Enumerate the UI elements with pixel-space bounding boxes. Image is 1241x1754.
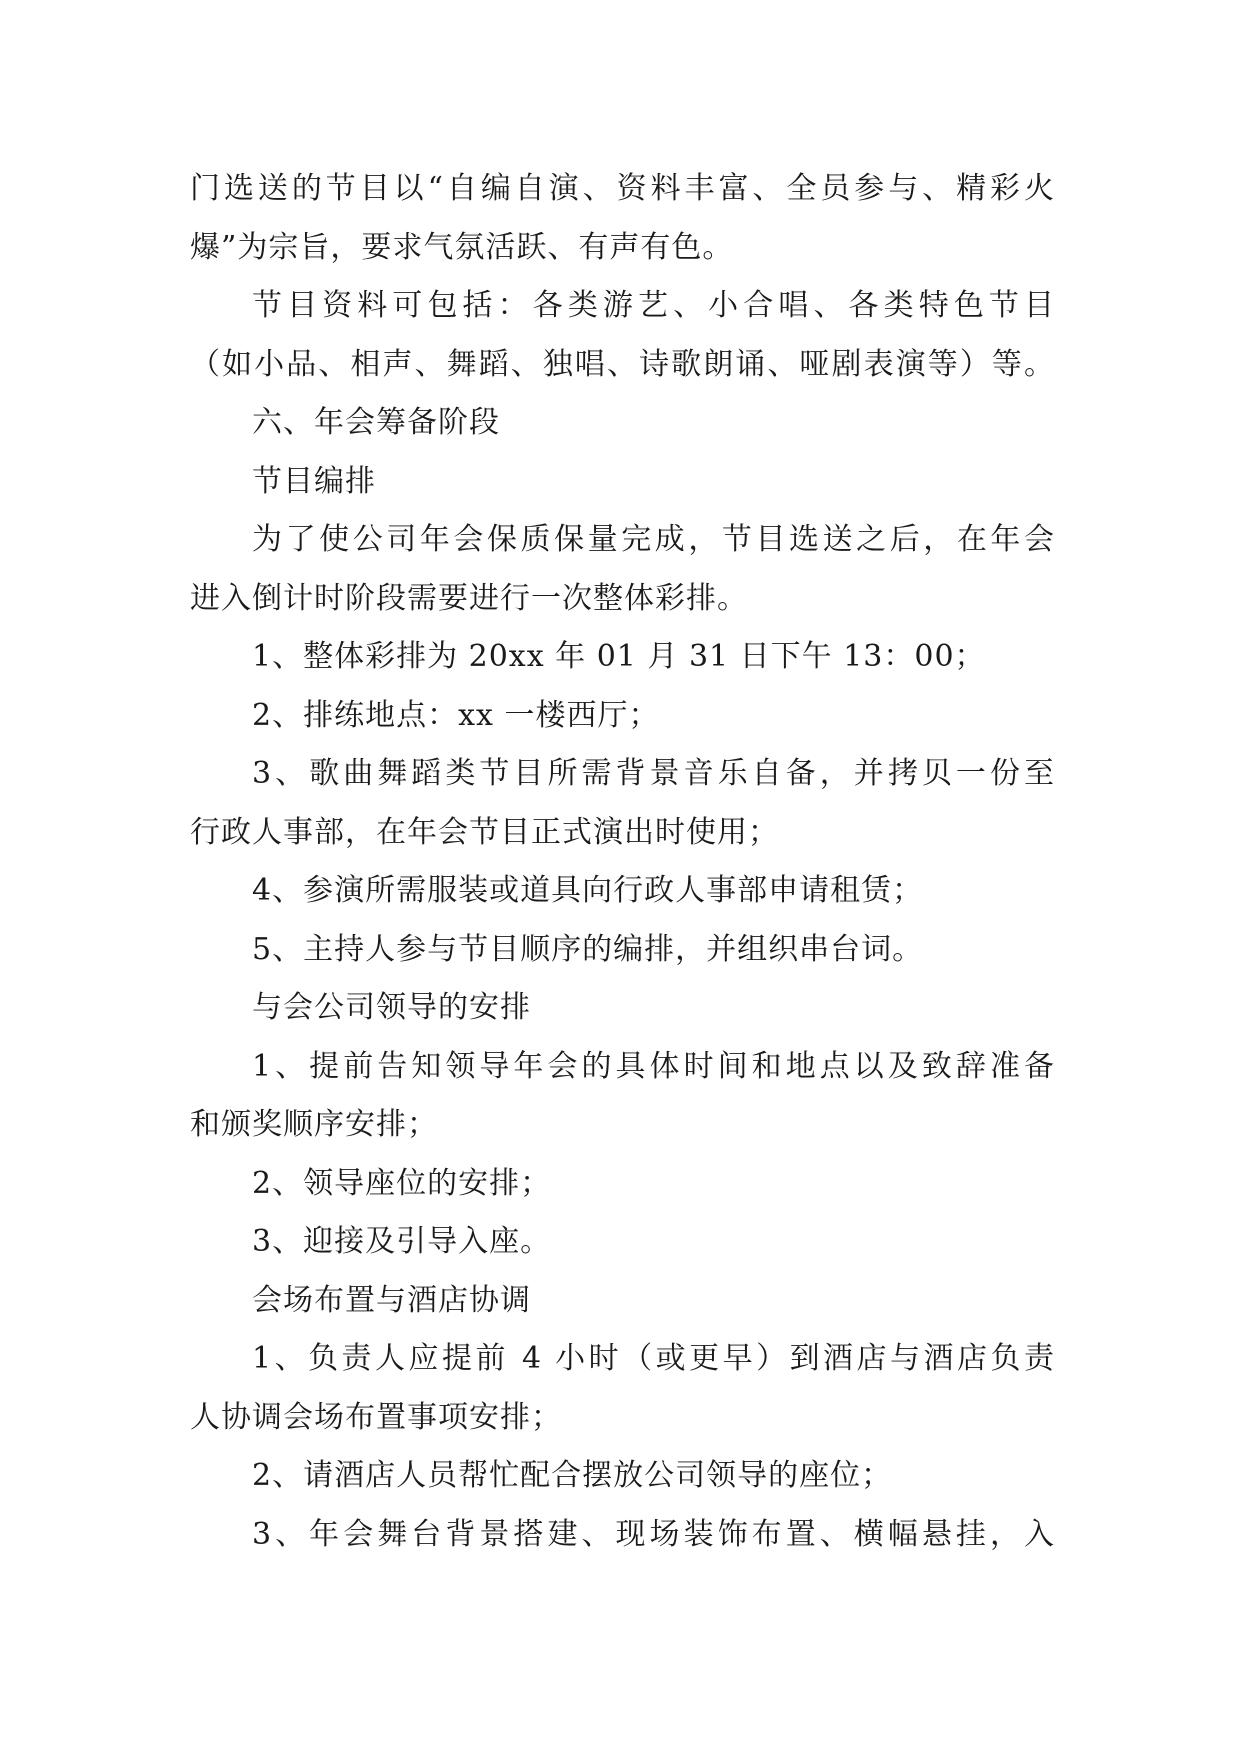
text-line: 3、年会舞台背景搭建、现场装饰布置、横幅悬挂，入 <box>252 1516 1055 1552</box>
text-line: 门选送的节目以“自编自演、资料丰富、全员参与、精彩火 <box>190 171 1055 206</box>
text-line: 和颁奖顺序安排； <box>190 1107 438 1142</box>
text-line: 爆”为宗旨，要求气氛活跃、有声有色。 <box>190 229 734 265</box>
text-line: 进入倒计时阶段需要进行一次整体彩排。 <box>190 580 748 616</box>
text-line: 行政人事部，在年会节目正式演出时使用； <box>190 814 779 850</box>
text-line: 2、排练地点：xx 一楼西厅； <box>252 697 660 733</box>
document-body <box>190 160 1055 1564</box>
text-line: 3、歌曲舞蹈类节目所需背景音乐自备，并拷贝一份至 <box>252 756 1055 791</box>
text-line: 会场布置与酒店协调 <box>252 1282 531 1318</box>
text-line: 1、负责人应提前 4 小时（或更早）到酒店与酒店负责 <box>252 1341 1055 1376</box>
text-line: 节目编排 <box>252 463 376 499</box>
text-line: 2、领导座位的安排； <box>252 1165 552 1201</box>
text-line: 2、请酒店人员帮忙配合摆放公司领导的座位； <box>252 1458 893 1493</box>
text-line: 5、主持人参与节目顺序的编排，并组织串台词。 <box>252 931 924 967</box>
text-line: 4、参演所需服装或道具向行政人事部申请租赁； <box>252 873 924 908</box>
text-line: 六、年会筹备阶段 <box>252 405 500 440</box>
text-line: 1、整体彩排为 20xx 年 01 月 31 日下午 13：00； <box>252 639 986 674</box>
text-line: 人协调会场布置事项安排； <box>190 1399 562 1435</box>
text-line: （如小品、相声、舞蹈、独唱、诗歌朗诵、哑剧表演等）等。 <box>190 346 1055 382</box>
text-line: 为了使公司年会保质保量完成，节目选送之后，在年会 <box>252 522 1055 557</box>
text-line: 与会公司领导的安排 <box>252 990 531 1025</box>
text-line: 3、迎接及引导入座。 <box>252 1224 552 1259</box>
text-line: 节目资料可包括：各类游艺、小合唱、各类特色节目 <box>252 288 1055 323</box>
text-line: 1、提前告知领导年会的具体时间和地点以及致辞准备 <box>252 1048 1055 1084</box>
